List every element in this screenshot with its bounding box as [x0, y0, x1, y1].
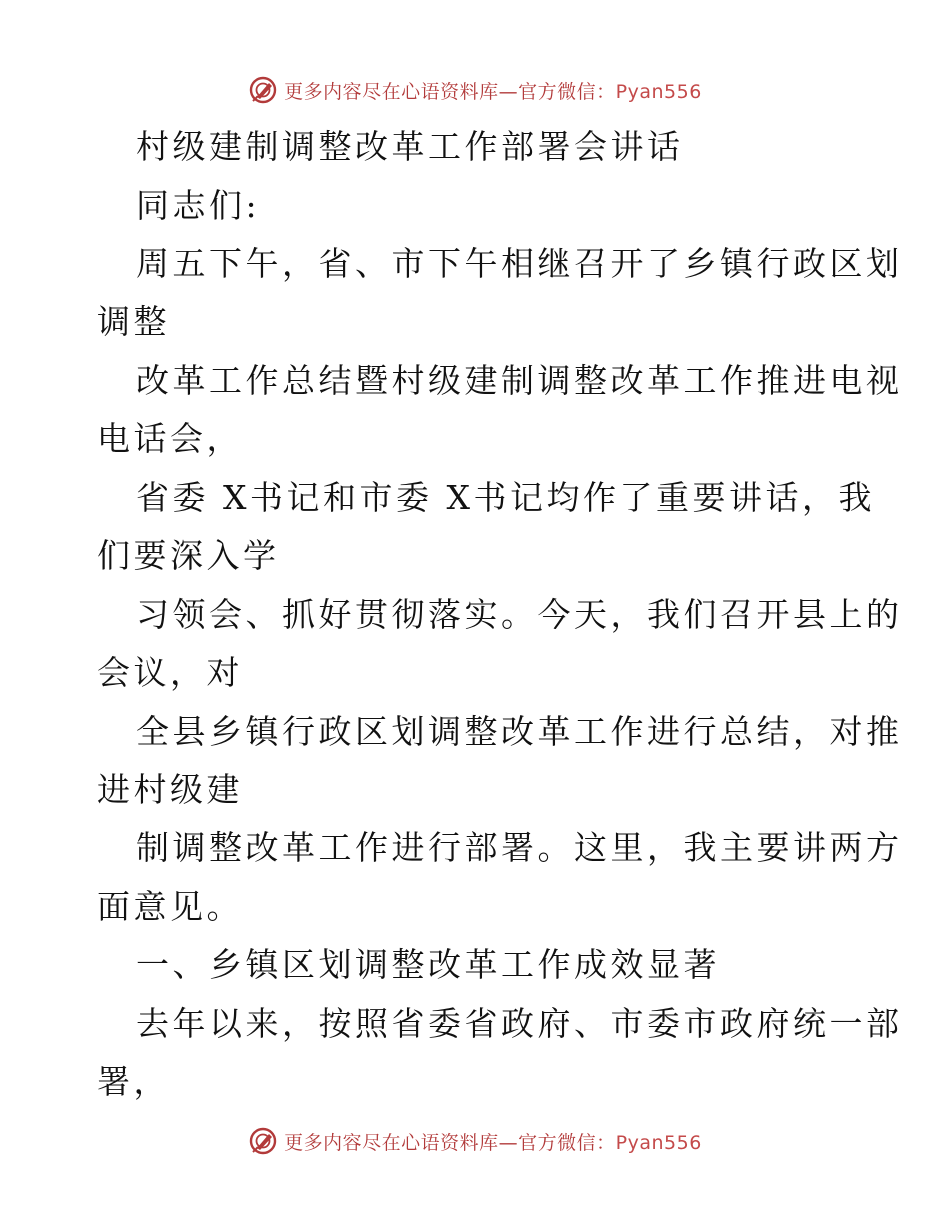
- paragraph-line: 去年以来，按照省委省政府、市委市政府统一部: [136, 1004, 903, 1043]
- paragraph-line: 改革工作总结暨村级建制调整改革工作推进电视: [136, 361, 903, 400]
- pen-logo-icon: [248, 1126, 278, 1156]
- paragraph-line: 全县乡镇行政区划调整改革工作进行总结，对推: [136, 712, 903, 751]
- watermark-footer: [0, 1121, 950, 1161]
- paragraph-line: 制调整改革工作进行部署。这里，我主要讲两方: [136, 828, 903, 867]
- watermark-text: 更多内容尽在心语资料库—官方微信：Pyan556: [284, 1131, 702, 1154]
- paragraph-line: 们要深入学: [97, 536, 280, 575]
- watermark-wechat-id: Pyan556: [615, 80, 702, 103]
- watermark-wechat-id: Pyan556: [615, 1131, 702, 1154]
- document-title: 村级建制调整改革工作部署会讲话: [136, 127, 684, 166]
- paragraph-line: 署，: [97, 1062, 170, 1101]
- watermark-text: 更多内容尽在心语资料库—官方微信：Pyan556: [284, 80, 702, 103]
- paragraph-line: 周五下午，省、市下午相继召开了乡镇行政区划: [136, 244, 903, 283]
- paragraph-line: 面意见。: [97, 887, 243, 926]
- paragraph-line: 进村级建: [97, 770, 243, 809]
- salutation: 同志们:: [136, 186, 261, 225]
- paragraph-line: 电话会，: [97, 419, 243, 458]
- paragraph-line: 调整: [97, 302, 170, 341]
- paragraph-line: 会议，对: [97, 653, 243, 692]
- section-heading: 一、乡镇区划调整改革工作成效显著: [136, 945, 720, 984]
- paragraph-line: 习领会、抓好贯彻落实。今天，我们召开县上的: [136, 595, 903, 634]
- paragraph-line: 省委 X书记和市委 X书记均作了重要讲话，我: [136, 478, 875, 517]
